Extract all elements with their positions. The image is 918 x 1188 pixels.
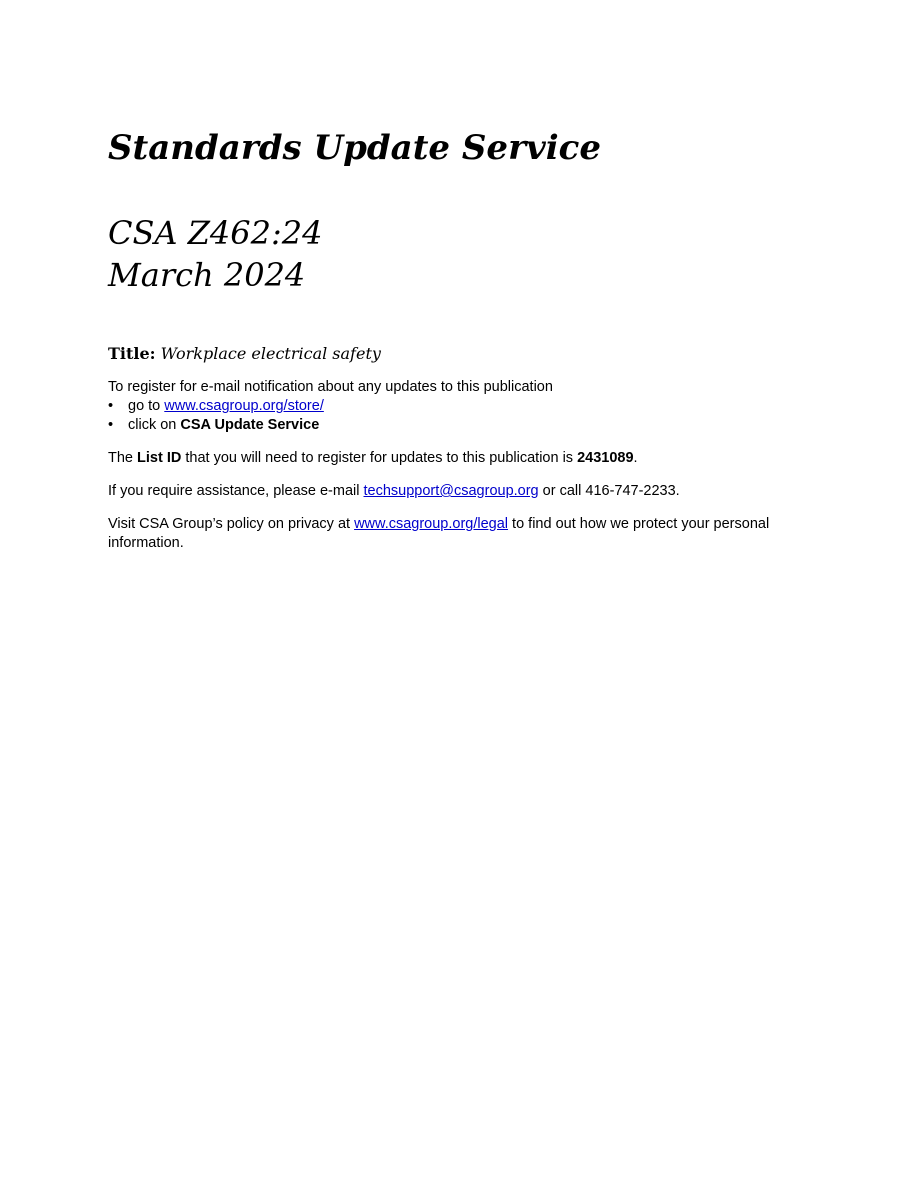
standard-date: March 2024	[108, 256, 306, 294]
assistance-text-1: If you require assistance, please e-mail	[108, 483, 364, 499]
bullet-glyph: •	[108, 398, 114, 414]
assistance-paragraph	[108, 482, 828, 501]
legal-link[interactable]: www.csagroup.org/legal	[354, 516, 509, 532]
list-item	[108, 416, 828, 435]
privacy-text-1: Visit CSA Group’s policy on privacy at	[108, 516, 355, 532]
list-id-label: List ID	[137, 450, 182, 466]
list-id-paragraph	[108, 449, 828, 468]
step-prefix: go to	[128, 398, 165, 414]
store-link[interactable]: www.csagroup.org/store/	[164, 398, 324, 414]
update-service-label: CSA Update Service	[180, 417, 320, 433]
step-prefix: click on	[128, 417, 181, 433]
title-value: Workplace electrical safety	[160, 344, 381, 363]
bullet-glyph: •	[108, 417, 114, 433]
list-id-text-3: .	[633, 450, 638, 466]
register-steps	[108, 397, 828, 435]
publication-title	[108, 342, 381, 366]
document-body	[108, 378, 828, 553]
assistance-text-2: or call 416-747-2233.	[538, 483, 680, 499]
privacy-text-2: to find out how we protect your personal information.	[108, 516, 770, 551]
title-label: Title:	[108, 344, 156, 363]
list-id-text-1: The	[108, 450, 138, 466]
standard-id: CSA Z462:24	[108, 214, 323, 252]
list-id-value: 2431089	[577, 450, 634, 466]
register-intro: To register for e-mail notification about any updates to this publication	[108, 379, 553, 395]
privacy-paragraph	[108, 515, 828, 553]
support-email-link[interactable]: techsupport@csagroup.org	[363, 483, 539, 499]
list-item	[108, 397, 828, 416]
list-id-text-2: that you will need to register for updates to this publication is	[181, 450, 578, 466]
page-title: Standards Update Service	[108, 128, 601, 168]
